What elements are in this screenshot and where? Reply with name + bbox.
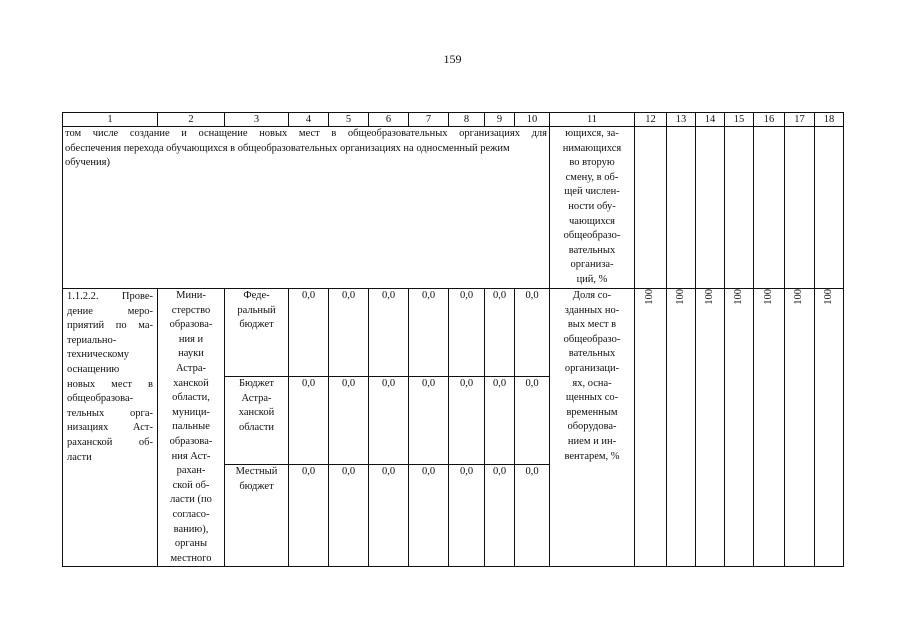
text-line: общеобразо- (563, 230, 621, 242)
target-value: 100 (762, 289, 774, 305)
text-line: организаци- (564, 362, 620, 374)
column-number-2: 2 (158, 113, 225, 127)
text-line: муници- (172, 406, 210, 418)
text-line: вых мест в (567, 319, 617, 331)
target-value: 100 (793, 289, 805, 305)
target-value-cell (696, 289, 725, 567)
funding-value: 0,0 (485, 289, 515, 377)
text-line: нимающихся (562, 142, 622, 154)
text-line: приятий по ма- (67, 320, 153, 332)
column-number-12: 12 (635, 113, 667, 127)
funding-value: 0,0 (449, 376, 485, 464)
text-line: териально- (67, 334, 117, 346)
empty-target-cell (785, 127, 815, 289)
target-value-cell (785, 289, 815, 567)
text-line: во вторую (569, 157, 615, 169)
column-number-14: 14 (696, 113, 725, 127)
text-line: раханской об- (67, 436, 153, 448)
text-line: образова- (169, 435, 213, 447)
funding-value: 0,0 (369, 289, 409, 377)
text-line: дение меро- (67, 305, 153, 317)
text-line: ций, % (576, 273, 608, 285)
text-line: согласо- (172, 508, 210, 520)
text-line: Феде- (243, 290, 270, 301)
continuation-row (63, 127, 844, 289)
column-number-13: 13 (667, 113, 696, 127)
text-line: органы (174, 538, 208, 550)
funding-source-cell (225, 289, 289, 377)
column-number-7: 7 (409, 113, 449, 127)
empty-target-cell (815, 127, 844, 289)
text-line: ющихся, за- (565, 128, 619, 139)
page-number: 159 (443, 52, 462, 66)
funding-value: 0,0 (329, 376, 369, 464)
column-number-3: 3 (225, 113, 289, 127)
text-line: ласти (по (170, 494, 212, 506)
funding-value: 0,0 (449, 289, 485, 377)
column-number-1: 1 (63, 113, 158, 127)
text-line: ности обу- (568, 200, 616, 212)
funding-value: 0,0 (369, 464, 409, 566)
funding-value: 0,0 (515, 289, 550, 377)
text-line: нием и ин- (567, 435, 617, 447)
funding-value: 0,0 (485, 464, 515, 566)
column-number-18: 18 (815, 113, 844, 127)
continuation-line: обеспечения перехода обучающихся в общеобразовательных организациях на односменный режим обучения) (65, 142, 510, 169)
empty-target-cell (667, 127, 696, 289)
text-line: смену, в об- (565, 171, 619, 183)
text-line: Бюджет (238, 377, 275, 389)
column-number-11: 11 (550, 113, 635, 127)
text-line: вательных (568, 348, 616, 360)
text-line: Астра- (241, 392, 272, 404)
funding-value: 0,0 (289, 289, 329, 377)
funding-value: 0,0 (409, 376, 449, 464)
text-line: области, (172, 392, 210, 404)
text-line: щей числен- (564, 186, 620, 198)
text-line: бюджет (239, 319, 274, 331)
text-line: чающихся (569, 215, 615, 227)
empty-target-cell (635, 127, 667, 289)
text-line: новых мест в (67, 378, 153, 390)
column-number-5: 5 (329, 113, 369, 127)
column-number-10: 10 (515, 113, 550, 127)
text-line: 1.1.2.2. Прове- (67, 291, 153, 302)
funding-value: 0,0 (515, 464, 550, 566)
text-line: техническому (67, 349, 129, 361)
funding-value: 0,0 (485, 376, 515, 464)
text-line: низациях Аст- (67, 422, 153, 434)
text-line: организа- (570, 259, 614, 271)
target-value-cell (725, 289, 754, 567)
text-line: местного (170, 552, 212, 564)
empty-target-cell (754, 127, 785, 289)
target-value: 100 (703, 289, 715, 305)
text-line: оборудова- (567, 421, 617, 433)
text-line: ской об- (172, 479, 210, 491)
target-value-cell (815, 289, 844, 567)
funding-value: 0,0 (329, 289, 369, 377)
funding-value: 0,0 (329, 464, 369, 566)
target-value: 100 (644, 289, 656, 305)
column-number-16: 16 (754, 113, 785, 127)
text-line: стерство (171, 304, 211, 316)
text-line: Доля со- (572, 290, 612, 301)
text-line: щенных со- (565, 392, 619, 404)
funding-value: 0,0 (369, 376, 409, 464)
text-line: науки (178, 348, 204, 360)
column-number-9: 9 (485, 113, 515, 127)
text-line: бюджет (239, 480, 274, 492)
text-line: ванию), (173, 523, 209, 535)
measure-cell (63, 289, 158, 567)
text-line: Местный (235, 465, 278, 477)
column-number-15: 15 (725, 113, 754, 127)
text-line: общеобразова- (67, 393, 134, 405)
executor-cell (158, 289, 225, 567)
text-line: образова- (169, 319, 213, 331)
funding-value: 0,0 (449, 464, 485, 566)
text-line: ния Аст- (171, 450, 211, 462)
funding-value: 0,0 (409, 289, 449, 377)
funding-value: 0,0 (289, 376, 329, 464)
program-table (62, 112, 844, 567)
text-line: Астра- (175, 362, 207, 374)
funding-source-cell (225, 376, 289, 464)
text-line: тельных орга- (67, 407, 153, 419)
text-line: рахан- (176, 465, 206, 477)
funding-value: 0,0 (289, 464, 329, 566)
funding-value: 0,0 (515, 376, 550, 464)
text-line: ханской (173, 377, 209, 389)
text-line: ласти (67, 451, 92, 463)
text-line: вентарем, % (564, 450, 620, 462)
text-line: Мини- (176, 290, 206, 301)
text-line: пальные (172, 421, 210, 433)
column-number-8: 8 (449, 113, 485, 127)
text-line: ральный (237, 304, 276, 316)
continuation-line: том числе создание и оснащение новых мест в общеобразовательных организациях для (65, 128, 547, 139)
column-number-4: 4 (289, 113, 329, 127)
measure-continuation-text (63, 127, 550, 289)
target-value: 100 (822, 289, 834, 305)
text-line: ях, осна- (572, 377, 612, 389)
empty-target-cell (725, 127, 754, 289)
text-line: ния и (178, 333, 204, 345)
target-value: 100 (732, 289, 744, 305)
funding-source-cell (225, 464, 289, 566)
column-number-row (63, 113, 844, 127)
target-value-cell (667, 289, 696, 567)
indicator-continuation (550, 127, 635, 289)
target-value-cell (635, 289, 667, 567)
column-number-17: 17 (785, 113, 815, 127)
funding-row (63, 289, 844, 377)
text-line: вательных (568, 244, 616, 256)
column-number-6: 6 (369, 113, 409, 127)
text-line: временным (566, 406, 618, 418)
text-line: зданных но- (564, 304, 620, 316)
text-line: ханской (238, 407, 275, 419)
text-line: области (238, 421, 275, 433)
target-value: 100 (674, 289, 686, 305)
indicator-cell (550, 289, 635, 567)
empty-target-cell (696, 127, 725, 289)
funding-value: 0,0 (409, 464, 449, 566)
text-line: оснащению (67, 363, 120, 375)
target-value-cell (754, 289, 785, 567)
text-line: общеобразо- (563, 333, 621, 345)
